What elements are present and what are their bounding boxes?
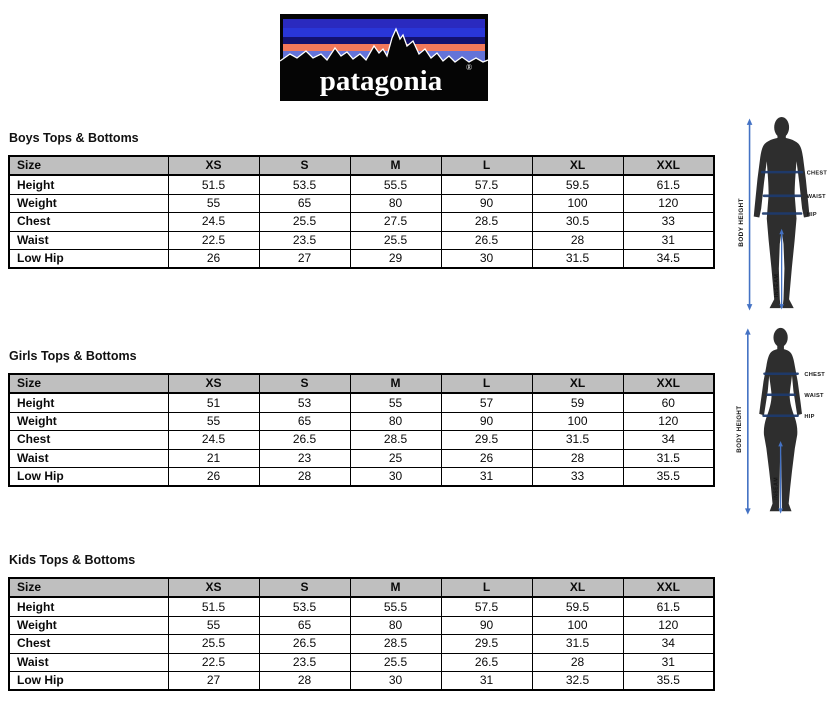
header-size-s: S bbox=[259, 578, 350, 597]
header-size-xs: XS bbox=[168, 578, 259, 597]
size-value-cell: 51 bbox=[168, 393, 259, 412]
header-size-xxl: XXL bbox=[623, 156, 714, 175]
row-label: Weight bbox=[9, 412, 168, 430]
size-value-cell: 65 bbox=[259, 194, 350, 212]
size-value-cell: 31 bbox=[441, 467, 532, 486]
size-value-cell: 25 bbox=[350, 449, 441, 467]
size-value-cell: 30 bbox=[441, 249, 532, 268]
row-label: Low Hip bbox=[9, 671, 168, 690]
size-value-cell: 25.5 bbox=[168, 635, 259, 653]
size-value-cell: 28 bbox=[532, 449, 623, 467]
header-size-s: S bbox=[259, 156, 350, 175]
size-value-cell: 34.5 bbox=[623, 249, 714, 268]
table-row bbox=[9, 213, 714, 231]
row-label: Waist bbox=[9, 653, 168, 671]
header-size-xxl: XXL bbox=[623, 374, 714, 393]
row-label: Waist bbox=[9, 231, 168, 249]
header-size-xs: XS bbox=[168, 156, 259, 175]
table-row bbox=[9, 635, 714, 653]
body-height-label: BODY HEIGHT bbox=[738, 198, 745, 247]
size-value-cell: 23 bbox=[259, 449, 350, 467]
table-row bbox=[9, 467, 714, 486]
size-value-cell: 60 bbox=[623, 393, 714, 412]
table-row bbox=[9, 449, 714, 467]
size-value-cell: 55 bbox=[168, 616, 259, 634]
arrow-head-icon bbox=[745, 328, 751, 334]
waist-label: WAIST bbox=[806, 194, 826, 201]
size-value-cell: 90 bbox=[441, 194, 532, 212]
size-value-cell: 28.5 bbox=[350, 431, 441, 449]
figure-neck bbox=[777, 343, 784, 350]
header-size-l: L bbox=[441, 374, 532, 393]
waist-label: WAIST bbox=[804, 393, 824, 400]
size-value-cell: 26.5 bbox=[441, 231, 532, 249]
size-value-cell: 31 bbox=[441, 671, 532, 690]
size-value-cell: 22.5 bbox=[168, 231, 259, 249]
size-value-cell: 34 bbox=[623, 635, 714, 653]
row-label: Chest bbox=[9, 431, 168, 449]
size-value-cell: 100 bbox=[532, 194, 623, 212]
size-value-cell: 65 bbox=[259, 616, 350, 634]
size-value-cell: 35.5 bbox=[623, 467, 714, 486]
size-value-cell: 28.5 bbox=[350, 635, 441, 653]
size-value-cell: 28.5 bbox=[441, 213, 532, 231]
size-value-cell: 31 bbox=[623, 231, 714, 249]
table-row bbox=[9, 616, 714, 634]
size-value-cell: 29.5 bbox=[441, 635, 532, 653]
size-value-cell: 28 bbox=[259, 671, 350, 690]
size-value-cell: 29 bbox=[350, 249, 441, 268]
header-size-l: L bbox=[441, 578, 532, 597]
header-size-label: Size bbox=[9, 156, 168, 175]
size-value-cell: 55 bbox=[350, 393, 441, 412]
size-value-cell: 26 bbox=[168, 467, 259, 486]
table-row bbox=[9, 431, 714, 449]
patagonia-logo bbox=[280, 14, 488, 101]
header-size-xl: XL bbox=[532, 374, 623, 393]
size-value-cell: 30.5 bbox=[532, 213, 623, 231]
size-value-cell: 30 bbox=[350, 467, 441, 486]
size-value-cell: 35.5 bbox=[623, 671, 714, 690]
patagonia-logo-graphic bbox=[280, 14, 488, 101]
size-table bbox=[8, 577, 715, 691]
header-size-s: S bbox=[259, 374, 350, 393]
size-value-cell: 51.5 bbox=[168, 597, 259, 616]
size-value-cell: 80 bbox=[350, 616, 441, 634]
size-value-cell: 28 bbox=[532, 231, 623, 249]
size-value-cell: 80 bbox=[350, 194, 441, 212]
size-value-cell: 61.5 bbox=[623, 175, 714, 194]
size-value-cell: 21 bbox=[168, 449, 259, 467]
header-size-xl: XL bbox=[532, 156, 623, 175]
section-title: Boys Tops & Bottoms bbox=[9, 131, 139, 145]
table-row bbox=[9, 231, 714, 249]
size-value-cell: 25.5 bbox=[350, 653, 441, 671]
header-size-xs: XS bbox=[168, 374, 259, 393]
size-value-cell: 27.5 bbox=[350, 213, 441, 231]
size-chart-section bbox=[8, 348, 716, 487]
table-header-row bbox=[9, 578, 714, 597]
chest-label: CHEST bbox=[804, 372, 826, 379]
size-value-cell: 28 bbox=[532, 653, 623, 671]
row-label: Waist bbox=[9, 449, 168, 467]
size-value-cell: 53.5 bbox=[259, 175, 350, 194]
row-label: Height bbox=[9, 597, 168, 616]
size-table bbox=[8, 155, 715, 269]
section-title: Kids Tops & Bottoms bbox=[9, 553, 136, 567]
size-value-cell: 23.5 bbox=[259, 231, 350, 249]
size-value-cell: 55.5 bbox=[350, 175, 441, 194]
table-row bbox=[9, 412, 714, 430]
size-value-cell: 30 bbox=[350, 671, 441, 690]
row-label: Height bbox=[9, 393, 168, 412]
size-value-cell: 24.5 bbox=[168, 431, 259, 449]
logo-wordmark: patagonia bbox=[319, 65, 443, 97]
size-value-cell: 65 bbox=[259, 412, 350, 430]
male-body-measurement-diagram bbox=[737, 116, 830, 313]
row-label: Weight bbox=[9, 616, 168, 634]
header-size-l: L bbox=[441, 156, 532, 175]
size-value-cell: 57 bbox=[441, 393, 532, 412]
size-value-cell: 31.5 bbox=[532, 431, 623, 449]
row-label: Low Hip bbox=[9, 249, 168, 268]
hip-label: HIP bbox=[804, 414, 815, 421]
size-value-cell: 51.5 bbox=[168, 175, 259, 194]
size-value-cell: 53 bbox=[259, 393, 350, 412]
size-value-cell: 25.5 bbox=[259, 213, 350, 231]
chest-label: CHEST bbox=[806, 170, 828, 177]
arrow-head-icon bbox=[747, 118, 753, 124]
section-title: Girls Tops & Bottoms bbox=[9, 349, 137, 363]
table-row bbox=[9, 653, 714, 671]
size-value-cell: 29.5 bbox=[441, 431, 532, 449]
header-size-label: Size bbox=[9, 578, 168, 597]
size-value-cell: 59.5 bbox=[532, 597, 623, 616]
size-value-cell: 26.5 bbox=[259, 431, 350, 449]
row-label: Chest bbox=[9, 213, 168, 231]
size-value-cell: 59 bbox=[532, 393, 623, 412]
row-label: Chest bbox=[9, 635, 168, 653]
table-header-row bbox=[9, 374, 714, 393]
size-value-cell: 26 bbox=[168, 249, 259, 268]
size-value-cell: 31.5 bbox=[532, 249, 623, 268]
size-value-cell: 28 bbox=[259, 467, 350, 486]
female-body-measurement-diagram bbox=[735, 326, 830, 517]
arrow-head-icon bbox=[745, 508, 751, 514]
size-value-cell: 26.5 bbox=[441, 653, 532, 671]
table-row bbox=[9, 671, 714, 690]
table-row bbox=[9, 393, 714, 412]
size-value-cell: 59.5 bbox=[532, 175, 623, 194]
size-value-cell: 25.5 bbox=[350, 231, 441, 249]
table-row bbox=[9, 175, 714, 194]
size-value-cell: 33 bbox=[532, 467, 623, 486]
female-figure-graphic bbox=[735, 326, 830, 517]
size-value-cell: 27 bbox=[168, 671, 259, 690]
row-label: Low Hip bbox=[9, 467, 168, 486]
size-chart-section bbox=[8, 130, 716, 269]
size-value-cell: 26 bbox=[441, 449, 532, 467]
table-row bbox=[9, 249, 714, 268]
table-row bbox=[9, 194, 714, 212]
male-figure-graphic bbox=[737, 116, 830, 313]
size-value-cell: 120 bbox=[623, 194, 714, 212]
size-value-cell: 31 bbox=[623, 653, 714, 671]
table-row bbox=[9, 597, 714, 616]
size-value-cell: 31.5 bbox=[532, 635, 623, 653]
header-size-m: M bbox=[350, 156, 441, 175]
size-value-cell: 100 bbox=[532, 616, 623, 634]
row-label: Weight bbox=[9, 194, 168, 212]
size-value-cell: 90 bbox=[441, 616, 532, 634]
header-size-label: Size bbox=[9, 374, 168, 393]
size-value-cell: 24.5 bbox=[168, 213, 259, 231]
size-value-cell: 80 bbox=[350, 412, 441, 430]
body-height-label: BODY HEIGHT bbox=[736, 405, 744, 453]
size-value-cell: 61.5 bbox=[623, 597, 714, 616]
size-value-cell: 120 bbox=[623, 412, 714, 430]
size-value-cell: 53.5 bbox=[259, 597, 350, 616]
size-value-cell: 55.5 bbox=[350, 597, 441, 616]
inseam-label: INSEAM bbox=[773, 477, 780, 500]
logo-registered-mark: ® bbox=[466, 63, 473, 72]
size-value-cell: 90 bbox=[441, 412, 532, 430]
size-value-cell: 120 bbox=[623, 616, 714, 634]
size-value-cell: 27 bbox=[259, 249, 350, 268]
size-value-cell: 57.5 bbox=[441, 597, 532, 616]
header-size-m: M bbox=[350, 578, 441, 597]
arrow-head-icon bbox=[747, 304, 753, 310]
size-value-cell: 55 bbox=[168, 412, 259, 430]
size-value-cell: 55 bbox=[168, 194, 259, 212]
size-value-cell: 23.5 bbox=[259, 653, 350, 671]
size-value-cell: 57.5 bbox=[441, 175, 532, 194]
inseam-label: INSEAM bbox=[774, 273, 780, 298]
row-label: Height bbox=[9, 175, 168, 194]
size-value-cell: 34 bbox=[623, 431, 714, 449]
hip-label: HIP bbox=[806, 211, 817, 219]
size-value-cell: 22.5 bbox=[168, 653, 259, 671]
size-value-cell: 31.5 bbox=[623, 449, 714, 467]
size-value-cell: 33 bbox=[623, 213, 714, 231]
header-size-m: M bbox=[350, 374, 441, 393]
size-value-cell: 32.5 bbox=[532, 671, 623, 690]
size-chart-section bbox=[8, 552, 716, 691]
size-table bbox=[8, 373, 715, 487]
size-value-cell: 100 bbox=[532, 412, 623, 430]
header-size-xxl: XXL bbox=[623, 578, 714, 597]
header-size-xl: XL bbox=[532, 578, 623, 597]
size-value-cell: 26.5 bbox=[259, 635, 350, 653]
table-header-row bbox=[9, 156, 714, 175]
